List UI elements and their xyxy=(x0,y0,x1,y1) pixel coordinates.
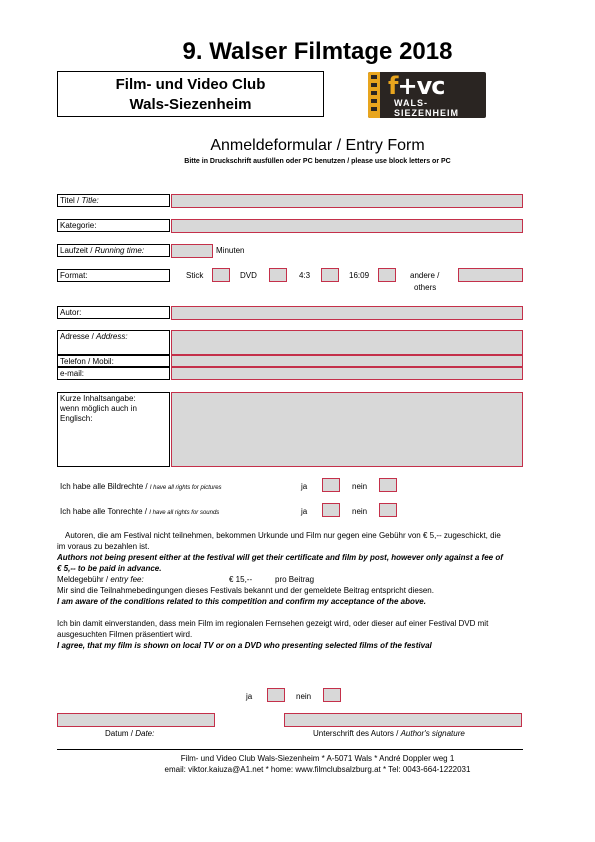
filmstrip-icon xyxy=(368,72,380,118)
format-dvd-checkbox[interactable] xyxy=(269,268,287,282)
club-logo xyxy=(368,72,486,118)
picture-rights-yes-checkbox[interactable] xyxy=(322,478,340,492)
author-label: Autor: xyxy=(57,306,170,319)
format-other-label-en: others xyxy=(414,283,437,292)
picture-rights-no-checkbox[interactable] xyxy=(379,478,397,492)
club-name-line2: Wals-Siezenheim xyxy=(129,96,252,113)
footer-contact: email: viktor.kaiuza@A1.net * home: www.filmclubsalzburg.at * Tel: 0043-664-1222031 xyxy=(164,765,471,774)
synopsis-field[interactable] xyxy=(171,392,523,467)
tv-consent-yes-checkbox[interactable] xyxy=(267,688,285,702)
tv-consent-no-label: nein xyxy=(296,692,312,701)
phone-field[interactable] xyxy=(171,355,523,367)
title-label: Titel / Title: xyxy=(57,194,170,207)
date-field[interactable] xyxy=(57,713,215,727)
form-title: Anmeldeformular / Entry Form xyxy=(210,137,425,154)
signature-label: Unterschrift des Autors / Author's signature xyxy=(313,729,465,738)
address-label: Adresse / Address: xyxy=(57,330,170,355)
picture-rights-label: Ich habe alle Bildrechte / I have all rights for pictures xyxy=(60,482,222,491)
email-label: e-mail: xyxy=(57,367,170,380)
runtime-field[interactable] xyxy=(171,244,213,258)
minutes-unit: Minuten xyxy=(216,246,245,255)
format-169-label: 16:09 xyxy=(349,271,370,280)
format-43-label: 4:3 xyxy=(299,271,311,280)
phone-label: Telefon / Mobil: xyxy=(57,355,170,367)
format-label: Format: xyxy=(57,269,170,282)
format-other-label: andere / xyxy=(410,271,440,280)
conditions-p3: Ich bin damit einverstanden, dass mein Film im regionalen Fernsehen gezeigt wird, oder dieser auf einer Festival DVD mit ausgesuchten Filmen präsentiert wird. xyxy=(57,619,489,639)
date-label: Datum / Date: xyxy=(105,729,155,738)
title-field[interactable] xyxy=(171,194,523,208)
synopsis-label: Kurze Inhaltsangabe: wenn möglich auch in Englisch: xyxy=(57,392,170,467)
conditions-p3-en: I agree, that my film is shown on local TV or on a DVD who presenting selected films of the festival xyxy=(57,641,432,650)
picture-rights-no-label: nein xyxy=(352,482,368,491)
conditions-block xyxy=(57,530,507,651)
format-43-checkbox[interactable] xyxy=(321,268,339,282)
conditions-p1: Autoren, die am Festival nicht teilnehmen, bekommen Urkunde und Film nur gegen eine Gebühr von € 5,-- zugeschickt, die im voraus zu bezahlen ist. xyxy=(57,531,501,551)
category-label: Kategorie: xyxy=(57,219,170,232)
format-dvd-label: DVD xyxy=(240,271,257,280)
footer-divider xyxy=(57,749,523,750)
form-instructions: Bitte in Druckschrift ausfüllen oder PC benutzen / please use block letters or PC xyxy=(184,158,451,165)
conditions-p2-en: I am aware of the conditions related to this competition and confirm my acceptance of the above. xyxy=(57,597,426,606)
picture-rights-yes-label: ja xyxy=(301,482,308,491)
format-stick-checkbox[interactable] xyxy=(212,268,230,282)
club-name-box xyxy=(57,71,324,117)
format-other-field[interactable] xyxy=(458,268,523,282)
tv-consent-yes-label: ja xyxy=(246,692,253,701)
logo-subtitle: WALS- SIEZENHEIM xyxy=(394,98,460,118)
club-name-line1: Film- und Video Club xyxy=(115,76,266,93)
format-stick-label: Stick xyxy=(186,271,204,280)
runtime-label: Laufzeit / Running time: xyxy=(57,244,170,257)
sound-rights-label: Ich habe alle Tonrechte / I have all rights for sounds xyxy=(60,507,220,516)
category-field[interactable] xyxy=(171,219,523,233)
format-169-checkbox[interactable] xyxy=(378,268,396,282)
sound-rights-no-checkbox[interactable] xyxy=(379,503,397,517)
sound-rights-yes-checkbox[interactable] xyxy=(322,503,340,517)
page-title: 9. Walser Filmtage 2018 xyxy=(182,38,453,65)
sound-rights-yes-label: ja xyxy=(301,507,308,516)
email-field[interactable] xyxy=(171,367,523,380)
tv-consent-no-checkbox[interactable] xyxy=(323,688,341,702)
footer-address: Film- und Video Club Wals-Siezenheim * A-5071 Wals * André Doppler weg 1 xyxy=(180,754,455,763)
conditions-p1-en: Authors not being present either at the festival will get their certificate and film by post, however only against a fee of € 5,-- to be paid in advance. xyxy=(57,553,503,573)
sound-rights-no-label: nein xyxy=(352,507,368,516)
signature-field[interactable] xyxy=(284,713,522,727)
author-field[interactable] xyxy=(171,306,523,320)
conditions-p2: Mir sind die Teilnahmebedingungen dieses Festivals bekannt und der gemeldete Beitrag entspricht diesen. xyxy=(57,586,434,595)
entry-fee-line: Meldegebühr / entry fee: € 15,-- pro Beitrag xyxy=(57,575,315,584)
logo-wordmark: f+vc xyxy=(388,72,445,100)
address-field[interactable] xyxy=(171,330,523,355)
